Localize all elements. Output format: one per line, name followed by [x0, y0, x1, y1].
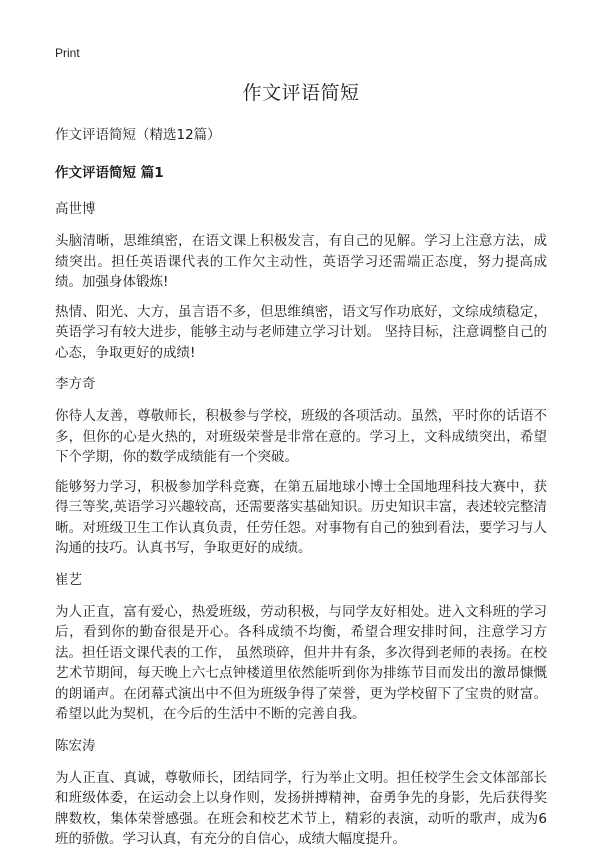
- student-name: 高世博: [55, 201, 96, 217]
- comment-paragraph: 为人正直，富有爱心，热爱班级，劳动积极，与同学友好相处。进入文科班的学习后，看到你的勤奋很是开心。各科成绩不均衡，希望合理安排时间，注意学习方法。担任语文课代表的工作， 虽然琐碎，但井井有条，多次得到老师的表扬。在校艺术节期间，每天晚上六七点钟楼道里依然能听到你为排练节目而发出的激昂慷慨的朗诵声。在闭幕式演出中不但为班级争得了荣誉，更为学校留下了宝贵的财富。希望以此为契机，在今后的生活中不断的完善自我。: [55, 603, 547, 722]
- document-title: 作文评语简短: [242, 82, 360, 104]
- document-page: [55, 78, 547, 859]
- comment-paragraph: 头脑清晰，思维缜密，在语文课上积极发言，有自己的见解。学习上注意方法，成绩突出。担任英语课代表的工作欠主动性，英语学习还需端正态度，努力提高成绩。加强身体锻炼!: [55, 233, 547, 290]
- comment-entry: [55, 372, 547, 559]
- comment-paragraph: 为人正直、真诚，尊敬师长，团结同学，行为举止文明。担任校学生会文体部部长和班级体委，在运动会上以身作则，发扬拼搏精神，奋勇争先的身影，先后获得奖牌数枚，集体荣誉感强。在班会和校艺术节上，精彩的表演，动听的歌声，成为6班的骄傲。学习认真，有充分的自信心，成绩大幅度提升。: [55, 769, 547, 847]
- comment-entry: [55, 568, 547, 725]
- comment-paragraph: 热情、阳光、大方，虽言语不多，但思维缜密，语文写作功底好，文综成绩稳定，英语学习有较大进步，能够主动与老师建立学习计划。 坚持目标，注意调整自己的心态，争取更好的成绩!: [55, 303, 547, 361]
- comment-paragraph: 你待人友善，尊敬师长，积极参与学校，班级的各项活动。虽然，平时你的话语不多，但你的心是火热的，对班级荣誉是非常在意的。学习上，文科成绩突出，希望下个学期，你的数学成绩能有一个突破。: [55, 408, 547, 465]
- student-name: 陈宏涛: [55, 737, 96, 754]
- student-name: 李方奇: [55, 376, 96, 392]
- comment-paragraph: 能够努力学习，积极参加学科竞赛，在第五届地球小博士全国地理科技大赛中，获得三等奖,英语学习兴趣较高，还需要落实基础知识。历史知识丰富，表述较完整清晰。对班级卫生工作认真负责，任劳任怨。对事物有自己的独到看法，要学习与人沟通的技巧。认真书写，争取更好的成绩。: [55, 478, 547, 556]
- document-subtitle: 作文评语简短（精选12篇）: [55, 127, 221, 143]
- comment-entry: [55, 734, 547, 850]
- student-name: 崔艺: [55, 571, 82, 588]
- comment-entry: [55, 197, 547, 363]
- section-heading: 作文评语简短 篇1: [55, 165, 164, 181]
- print-link[interactable]: Print: [55, 46, 80, 60]
